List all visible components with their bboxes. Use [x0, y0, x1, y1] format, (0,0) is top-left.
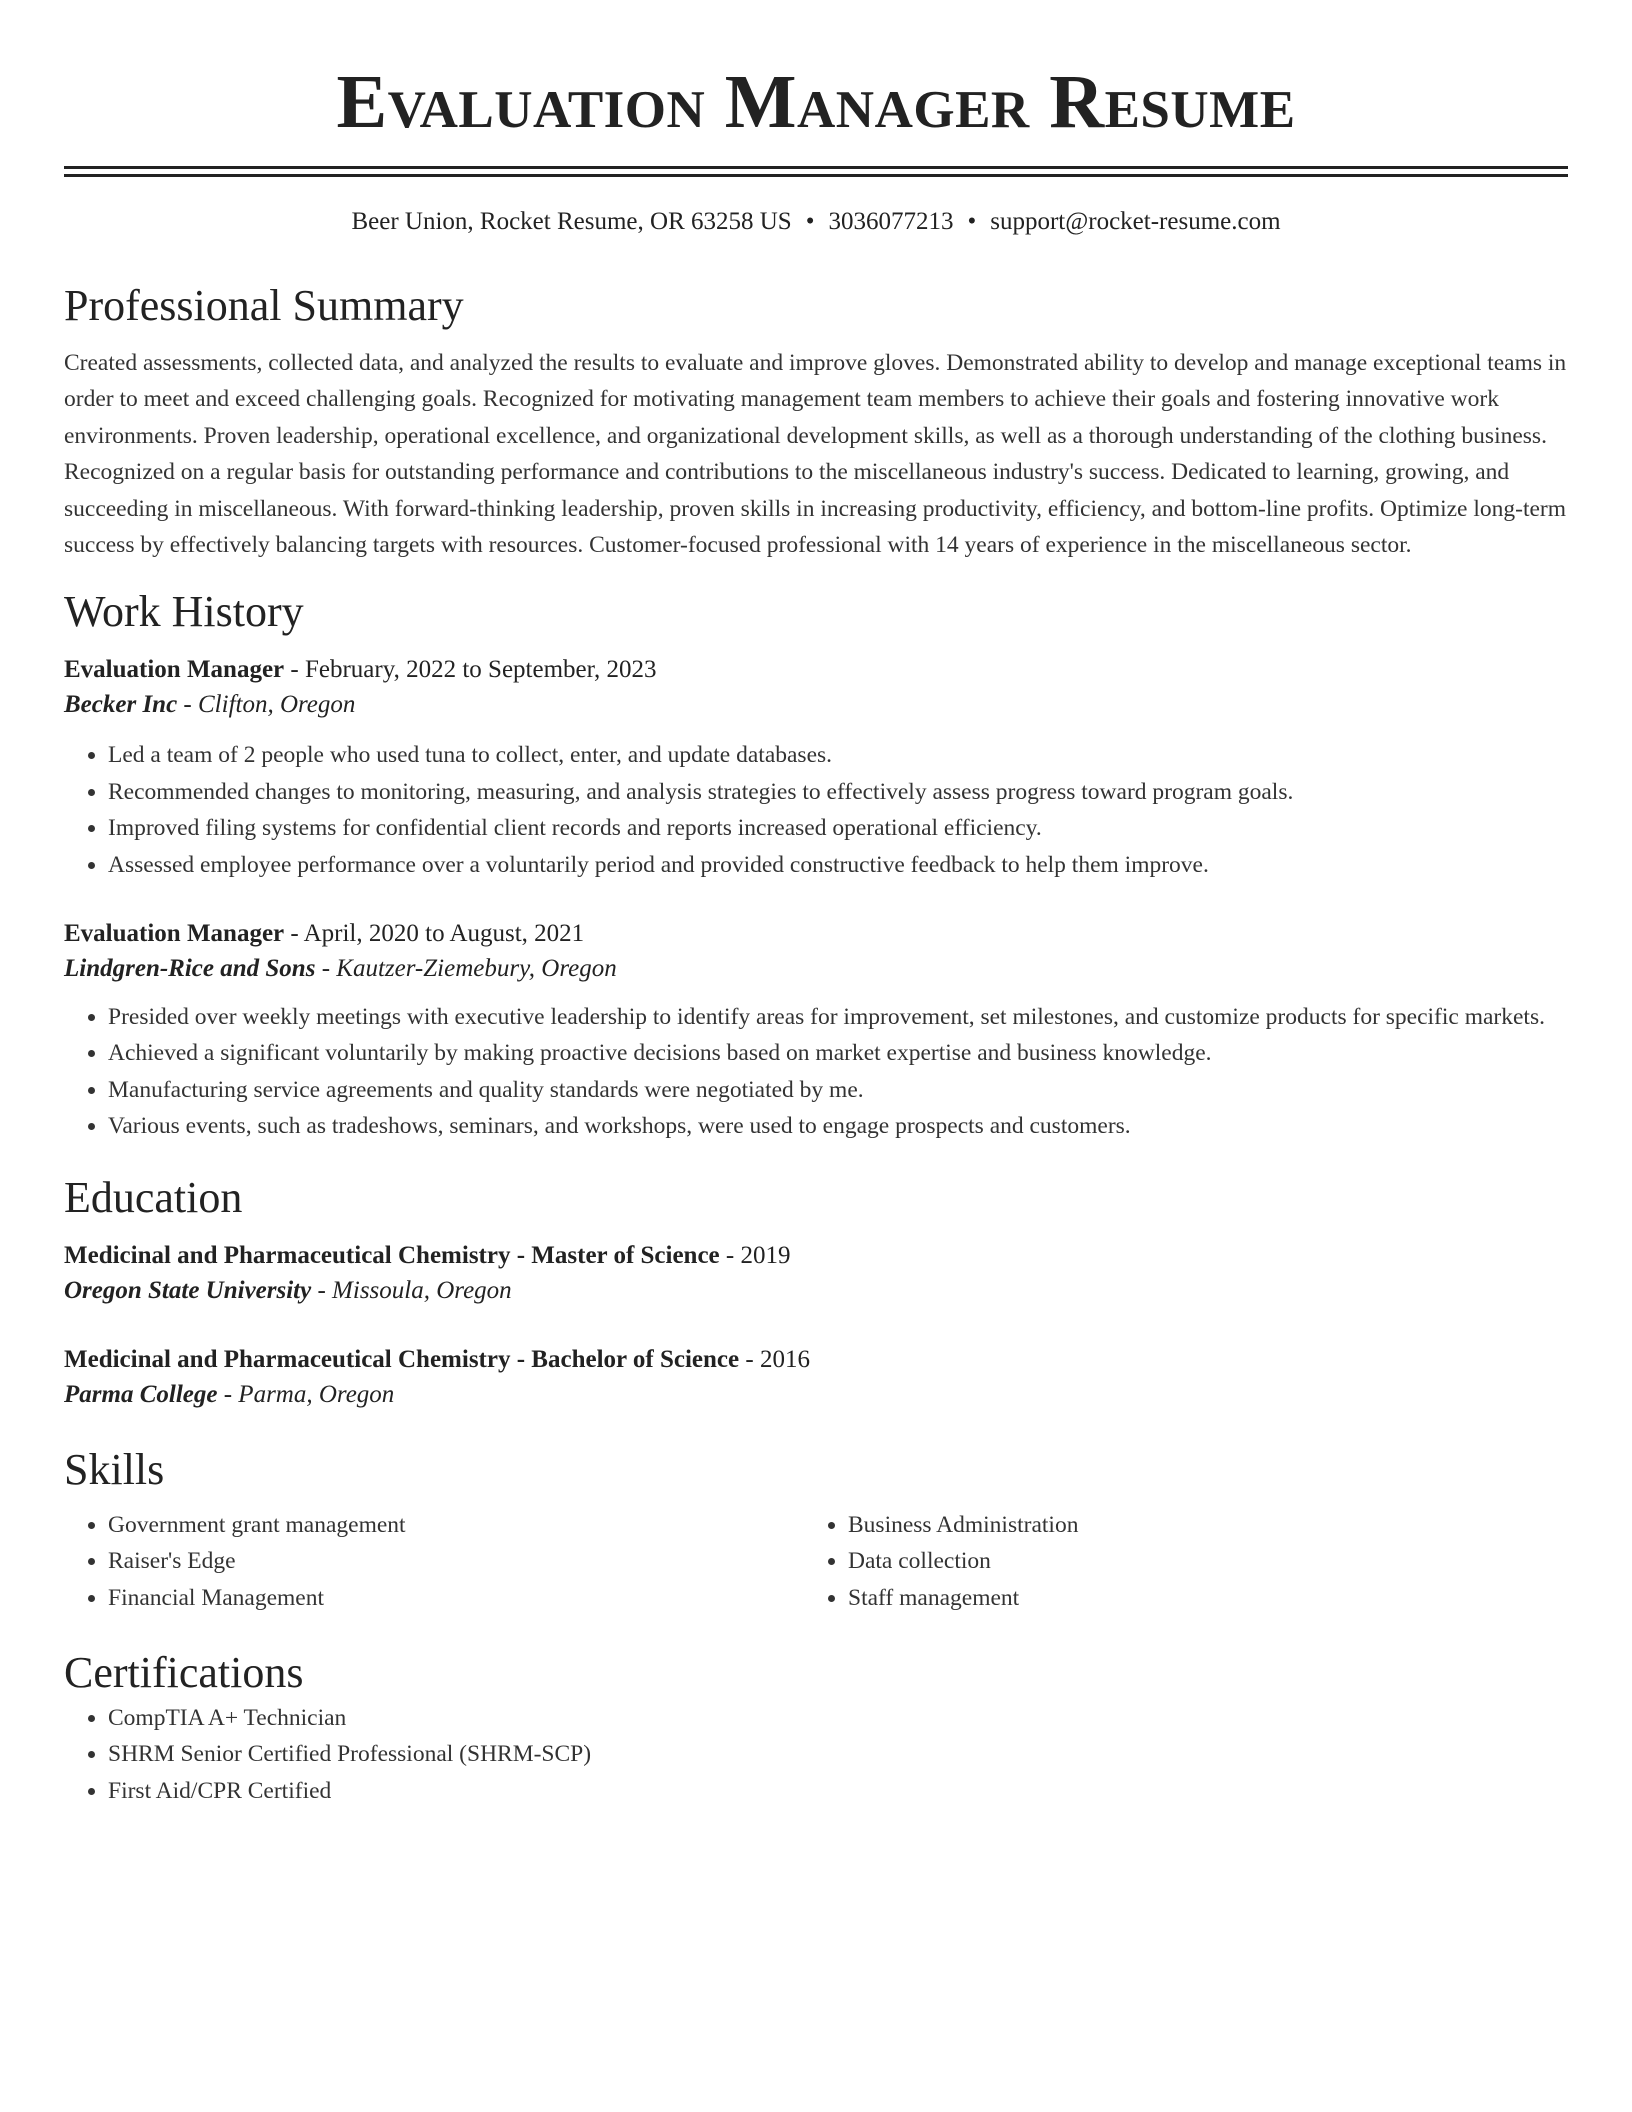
education-degree-line [64, 1239, 1568, 1273]
education-school: Oregon State University [64, 1276, 312, 1304]
job-location: - Kautzer-Ziemebury, Oregon [315, 955, 617, 983]
job-company-line [64, 687, 1568, 723]
summary-paragraph: Created assessments, collected data, and analyzed the results to evaluate and improve gloves. Demonstrated ability to develop and manage exceptional teams in order to meet and exceed challenging goals. Recognized for motivating management team members to achieve their goals and fostering innovative work environments. Proven leadership, operational excellence, and organizational development skills, as well as a thorough understanding of the clothing business. Recognized on a regular basis for outstanding performance and contributions to the miscellaneous industry's success. Dedicated to learning, growing, and succeeding in miscellaneous. With forward-thinking leadership, proven skills in increasing productivity, efficiency, and bottom-line profits. Optimize long-term success by effectively balancing targets with resources. Customer-focused professional with 14 years of experience in the miscellaneous sector. [64, 350, 1567, 559]
skills-grid [64, 1507, 1568, 1616]
job-dates: - April, 2020 to August, 2021 [284, 920, 585, 948]
job-entry [64, 917, 1568, 1145]
job-company: Becker Inc [64, 691, 178, 719]
job-bullets [64, 737, 1568, 883]
education-location: - Parma, Oregon [217, 1380, 395, 1408]
skills-column-left [64, 1507, 804, 1616]
job-bullet: • Led a team of 2 people who used tuna to collect, enter, and update databases. [108, 737, 1568, 773]
title-double-rule [64, 166, 1568, 177]
skills-column-right [804, 1507, 1544, 1616]
certifications-list [64, 1700, 1568, 1809]
job-bullet: • Manufacturing service agreements and quality standards were negotiated by me. [108, 1072, 1568, 1108]
certification-item: • First Aid/CPR Certified [108, 1773, 1568, 1809]
education-degree: Medicinal and Pharmaceutical Chemistry - Master of Science [64, 1241, 720, 1269]
job-bullet: • Achieved a significant voluntarily by making proactive decisions based on market expertise and business knowledge. [108, 1035, 1568, 1071]
education-degree-line [64, 1343, 1568, 1377]
certification-item: • SHRM Senior Certified Professional (SHRM-SCP) [108, 1736, 1568, 1772]
section-heading-work-history: Work History [64, 587, 304, 637]
skill-item: • Data collection [848, 1543, 1544, 1579]
job-entry [64, 653, 1568, 883]
contact-separator: • [805, 208, 815, 235]
education-entry [64, 1343, 1568, 1413]
education-degree: Medicinal and Pharmaceutical Chemistry - Bachelor of Science [64, 1345, 740, 1373]
job-header [64, 917, 1568, 951]
skill-item: • Business Administration [848, 1507, 1544, 1543]
section-heading-skills: Skills [64, 1444, 165, 1494]
education-year: - 2016 [739, 1345, 810, 1373]
education-school: Parma College [64, 1380, 218, 1408]
section-heading-certifications: Certifications [64, 1647, 304, 1697]
skill-item: • Raiser's Edge [108, 1543, 804, 1579]
job-company-line [64, 951, 1568, 987]
job-bullet: • Presided over weekly meetings with executive leadership to identify areas for improvement, set milestones, and customize products for specific markets. [108, 999, 1568, 1035]
skill-item: • Staff management [848, 1580, 1544, 1616]
contact-phone: 3036077213 [828, 208, 954, 235]
job-role: Evaluation Manager [64, 920, 285, 948]
skill-item: • Financial Management [108, 1580, 804, 1616]
job-role: Evaluation Manager [64, 656, 285, 684]
section-heading-summary: Professional Summary [64, 281, 464, 330]
job-bullets [64, 999, 1568, 1145]
certification-item: • CompTIA A+ Technician [108, 1700, 1568, 1736]
job-bullet: • Improved filing systems for confidential client records and reports increased operational efficiency. [108, 810, 1568, 846]
job-company: Lindgren-Rice and Sons [64, 955, 316, 983]
job-header [64, 653, 1568, 687]
education-entry [64, 1239, 1568, 1309]
job-dates: - February, 2022 to September, 2023 [284, 656, 657, 684]
education-school-line [64, 1377, 1568, 1413]
section-heading-education: Education [64, 1172, 243, 1222]
contact-email: support@rocket-resume.com [990, 208, 1281, 235]
job-location: - Clifton, Oregon [177, 691, 356, 719]
education-location: - Missoula, Oregon [311, 1276, 512, 1304]
job-bullet: • Various events, such as tradeshows, seminars, and workshops, were used to engage prospects and customers. [108, 1108, 1568, 1144]
job-bullet: • Assessed employee performance over a voluntarily period and provided constructive feedback to help them improve. [108, 847, 1568, 883]
contact-separator: • [967, 208, 977, 235]
contact-address: Beer Union, Rocket Resume, OR 63258 US [351, 208, 792, 235]
education-school-line [64, 1273, 1568, 1309]
education-year: - 2019 [719, 1241, 791, 1269]
job-bullet: • Recommended changes to monitoring, measuring, and analysis strategies to effectively assess progress toward program goals. [108, 774, 1568, 810]
contact-line [64, 205, 1568, 239]
resume-title: Evaluation Manager Resume [336, 60, 1296, 144]
skill-item: • Government grant management [108, 1507, 804, 1543]
